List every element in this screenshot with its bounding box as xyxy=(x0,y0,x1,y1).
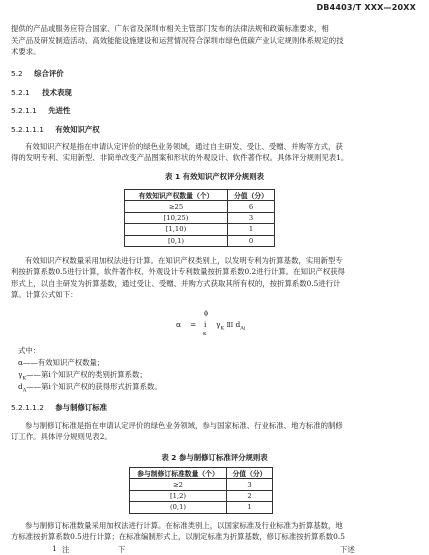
section-5-2-1-1 xyxy=(11,105,70,116)
table-row xyxy=(125,224,275,235)
section-number: 5.2.1.1.2 xyxy=(11,403,44,412)
section-number: 5.2 xyxy=(11,69,23,78)
table-cell-range: (0,1) xyxy=(130,502,227,513)
table-cell-range: ≥25 xyxy=(125,201,228,212)
std-para-line-2: 订工作。具体评分规则见表2。 xyxy=(11,432,112,441)
formula-sum-mid: i xyxy=(204,320,207,329)
section-5-2-1-1-2 xyxy=(11,402,107,413)
table-row xyxy=(130,490,273,501)
formula-d: d xyxy=(235,320,241,329)
formula-gamma: γ xyxy=(216,320,221,329)
column-header: 分值（分） xyxy=(227,468,273,479)
section-title: 先进性 xyxy=(48,106,71,115)
formula-d-sub: Ai xyxy=(240,325,246,332)
where-line-1: α——有效知识产权数量； xyxy=(18,358,105,367)
table-row xyxy=(130,502,273,513)
where-var-sub: K xyxy=(22,375,27,382)
calc-para-line-3: 形式上，以自主研发为折算基数，通过受让、受赠、并购方式获取其所有权的，按折算系数0.5进行计 xyxy=(11,279,341,288)
formula-lhs: α xyxy=(176,320,182,329)
column-header: 分值（分） xyxy=(228,190,275,201)
table-header-row xyxy=(130,468,273,479)
section-title: 参与制修订标准 xyxy=(55,403,108,412)
where-var-sub: A xyxy=(22,387,27,394)
where-var: d xyxy=(18,382,23,391)
std-calc-line-2: 方标准按折算系数0.5进行计算；在标准编制形式上，以制定标准为折算基数，修订标准按折算系数0.5 xyxy=(11,532,345,541)
section-number: 5.2.1.1 xyxy=(11,106,37,115)
calc-para-line-4: 算。计算公式如下： xyxy=(11,290,78,299)
table-row xyxy=(130,479,273,490)
table-cell-score: 0 xyxy=(228,235,275,246)
section-5-2 xyxy=(11,68,64,79)
table-cell-score: 3 xyxy=(228,212,275,223)
table-header-row xyxy=(125,190,275,201)
table-1-caption: 表 1 有效知识产权评分规则表 xyxy=(165,172,264,181)
table-cell-range: [1,2) xyxy=(130,490,227,501)
calc-para-line-1: 有效知识产权数量采用加权法进行计算。在知识产权类别上，以发明专利为折算基数，实用新型专 xyxy=(25,256,343,265)
partial-glyph: 1 xyxy=(52,544,57,553)
formula-mid: ⅡⅠ xyxy=(226,322,234,329)
section-title: 有效知识产权 xyxy=(55,125,100,134)
ip-para-line-1: 有效知识产权是指在申请认定评价的绿色业务领域，通过自主研发、受让、受赠、并购等方式，获 xyxy=(25,142,343,151)
intro-line-1: 提供的产品或服务应符合国家、广东省及深圳市相关主管部门发布的法律法规和政策标准要求，相 xyxy=(11,24,329,33)
table-cell-range: [1,10) xyxy=(125,224,228,235)
calc-para-line-2: 利按折算系数0.5进行计算，软件著作权、外观设计专利数量按折算系数0.2进行计算。在知识产权获得 xyxy=(11,267,345,276)
where-line-2 xyxy=(18,369,147,381)
section-number: 5.2.1 xyxy=(11,88,30,97)
intro-line-2: 关产品及研发制造活动、高效能能设施建设和运营情况符合深圳市绿色低碳产业认定规则体系规定的技 xyxy=(11,36,344,45)
formula-sum-top: ϕ xyxy=(204,310,209,317)
std-para-line-1: 参与制修订标准是指在申请认定评价的绿色业务领域，参与国家标准、行业标准、地方标准的制修 xyxy=(25,421,343,430)
section-title: 综合评价 xyxy=(34,69,64,78)
table-1 xyxy=(124,189,275,247)
table-cell-score: 1 xyxy=(228,224,275,235)
section-title: 技术表现 xyxy=(42,88,72,97)
where-label: 式中： xyxy=(18,346,41,355)
table-row xyxy=(125,212,275,223)
formula-sum-bottom: κ xyxy=(203,331,207,337)
section-5-2-1 xyxy=(11,87,72,98)
section-number: 5.2.1.1.1 xyxy=(11,125,44,134)
ip-para-line-2: 得的发明专利、实用新型、非简单改变产品图案和形状的外观设计、软件著作权。具体评分规则见表1。 xyxy=(11,153,349,162)
table-cell-score: 1 xyxy=(227,502,273,513)
doc-header: DB4403/T XXX—20XX xyxy=(316,3,416,12)
where-var: γ xyxy=(18,370,23,379)
column-header: 参与制修订标准数量（个） xyxy=(130,468,227,479)
table-row xyxy=(125,201,275,212)
intro-line-3: 术要求。 xyxy=(11,47,41,56)
table-cell-score: 2 xyxy=(227,490,273,501)
section-5-2-1-1-1 xyxy=(11,124,100,135)
formula-gamma-sub: K xyxy=(220,325,225,332)
partial-glyph: 下述 xyxy=(340,545,355,554)
table-cell-range: [10,25) xyxy=(125,212,228,223)
formula-equals: = xyxy=(190,320,197,329)
table-row xyxy=(125,235,275,246)
table-cell-score: 3 xyxy=(227,479,273,490)
formula-term xyxy=(216,320,246,332)
table-2-caption: 表 2 参与制修订标准评分规则表 xyxy=(161,453,268,462)
partial-glyph: 下 xyxy=(118,545,126,554)
partial-glyph: 注 xyxy=(62,545,70,554)
table-cell-range: [0,1) xyxy=(125,235,228,246)
table-cell-range: ≥2 xyxy=(130,479,227,490)
where-desc: ——第i个知识产权的类别折算系数； xyxy=(26,370,147,379)
column-header: 有效知识产权数量（个） xyxy=(125,190,228,201)
where-line-3 xyxy=(18,381,162,393)
std-calc-line-1: 参与制修订标准数量采用加权法进行计算。在标准类别上，以国家标准及行业标准为折算基数，地 xyxy=(25,521,343,530)
where-desc: ——第i个知识产权的获得形式折算系数。 xyxy=(26,382,162,391)
table-cell-score: 6 xyxy=(228,201,275,212)
table-2 xyxy=(129,467,273,514)
